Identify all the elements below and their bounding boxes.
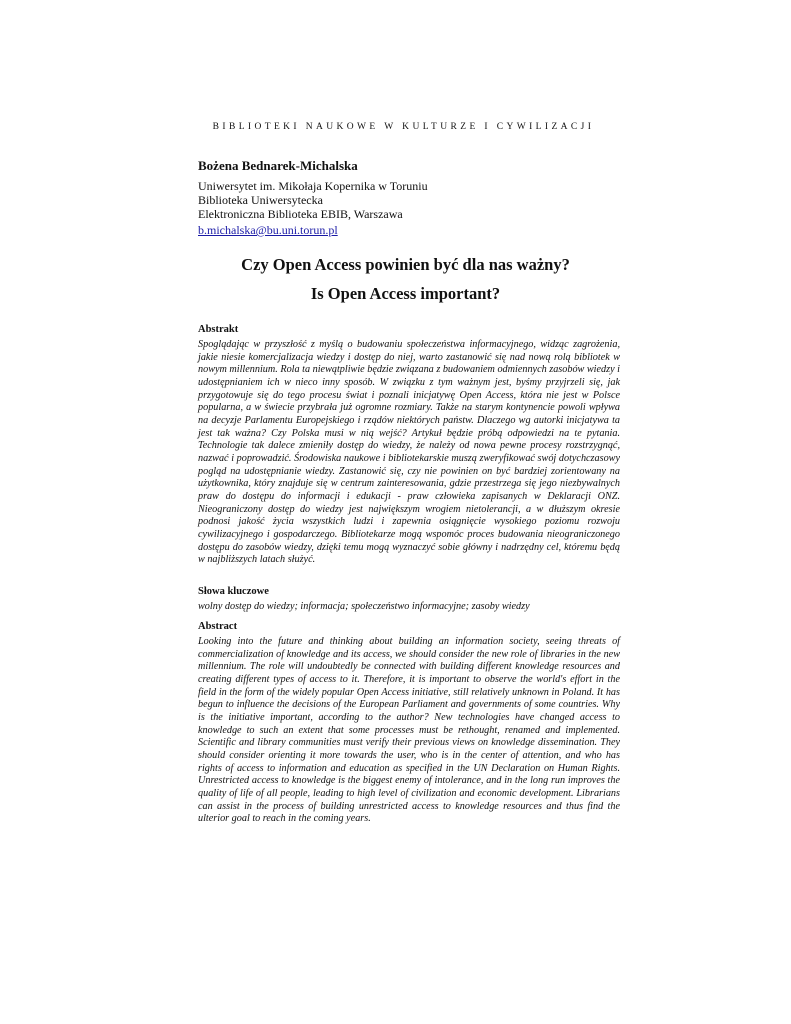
keywords-heading: Słowa kluczowe <box>198 586 269 597</box>
keywords-section <box>198 586 620 614</box>
abstrakt-section <box>198 324 620 567</box>
author-block <box>198 158 598 239</box>
running-header: BIBLIOTEKI NAUKOWE W KULTURZE I CYWILIZACJI <box>212 122 595 132</box>
abstract-english-heading: Abstract <box>198 621 238 632</box>
affiliation-university: Uniwersytet im. Mikołaja Kopernika w Toruniu <box>198 179 428 193</box>
affiliation-ebib: Elektroniczna Biblioteka EBIB, Warszawa <box>198 207 403 221</box>
abstract-english-section <box>198 621 620 826</box>
article-title-english: Is Open Access important? <box>310 284 501 303</box>
keywords-text: wolny dostęp do wiedzy; informacja; społeczeństwo informacyjne; zasoby wiedzy <box>198 601 530 612</box>
abstrakt-heading: Abstrakt <box>198 324 239 335</box>
author-name: Bożena Bednarek-Michalska <box>198 158 358 173</box>
abstract-english-text: Looking into the future and thinking about building an information society, seeing threats of commercialization of knowledge and its access, we should consider the new role of libraries in the new millennium. The role will undoubtedly be connected with building different knowledge resources and creating different types of access to it. Therefore, it is important to observe the world's effort in the field in the form of the widely popular Open Access initiative, still relatively unknown in Poland. It has begun to influence the decisions of the European Parliament and governments of some countries. Why is the initiative important, according to the author? New technologies have changed access to knowledge to such an extent that some processes must be rethought, renamed and implemented. Scientific and library communities must verify their previous views on knowledge dissemination. They should consider orienting it more towards the user, who is in the center of attention, and who has rights of access to information and education as specified in the UN Declaration on Human Rights. Unrestricted access to knowledge is the biggest enemy of intolerance, and in the long run improves the quality of life of all people, leading to high level of civilization and economic development. Librarians can assist in the process of building unrestricted access to knowledge resources and thus find the ulterior goal to reach in the coming years. <box>198 636 620 825</box>
affiliation-library: Biblioteka Uniwersytecka <box>198 193 323 207</box>
article-title-polish: Czy Open Access powinien być dla nas ważny? <box>241 255 570 274</box>
author-email-link[interactable]: b.michalska@bu.uni.torun.pl <box>198 223 338 237</box>
abstrakt-text: Spoglądając w przyszłość z myślą o budowaniu społeczeństwa informacyjnego, widząc zagrożenia, jakie niesie komercjalizacja wiedzy i dostęp do niej, warto zastanowić się nad nową rolą bibliotek w nowym millennium. Rola ta niewątpliwie będzie związana z budowaniem odmiennych zasobów wiedzy i udostępnianiem ich w nieco inny sposób. W związku z tym ważnym jest, byśmy przyjrzeli się, jak przygotowuje się do tego procesu świat i poznali inicjatywę Open Access, która nie jest w Polsce popularna, a w świecie przybrała już ogromne rozmiary. Także na starym kontynencie powoli wpływa na decyzje Parlamentu Europejskiego i rządów niektórych państw. Dlaczego wg autorki inicjatywa ta jest tak ważna? Czy Polska musi w nią wejść? Artykuł będzie próbą odpowiedzi na te pytania. Technologie tak dalece zmieniły dostęp do wiedzy, że należy od nowa pewne procesy rozstrzygnąć, nazwać i poprowadzić. Środowiska naukowe i bibliotekarskie muszą zweryfikować swój dotychczasowy pogląd na udostępnianie wiedzy. Zastanowić się, czy nie powinien on być bardziej zorientowany na użytkownika, który znajduje się w centrum zainteresowania, gdzie przestrzega się jego niezbywalnych praw do dostępu do informacji i edukacji - praw człowieka zapisanych w Deklaracji ONZ. Nieograniczony dostęp do wiedzy jest największym wrogiem nietolerancji, a w dłuższym okresie podnosi jakość życia wszystkich ludzi i zapewnia osiągnięcie wysokiego poziomu rozwoju cywilizacyjnego i gospodarczego. Bibliotekarze mogą wspomóc proces budowania nieograniczonego dostępu do zasobów wiedzy, dzięki temu mogą wyznaczyć sobie główny i nadrzędny cel, któremu będą w najbliższych latach służyć. <box>198 339 620 566</box>
